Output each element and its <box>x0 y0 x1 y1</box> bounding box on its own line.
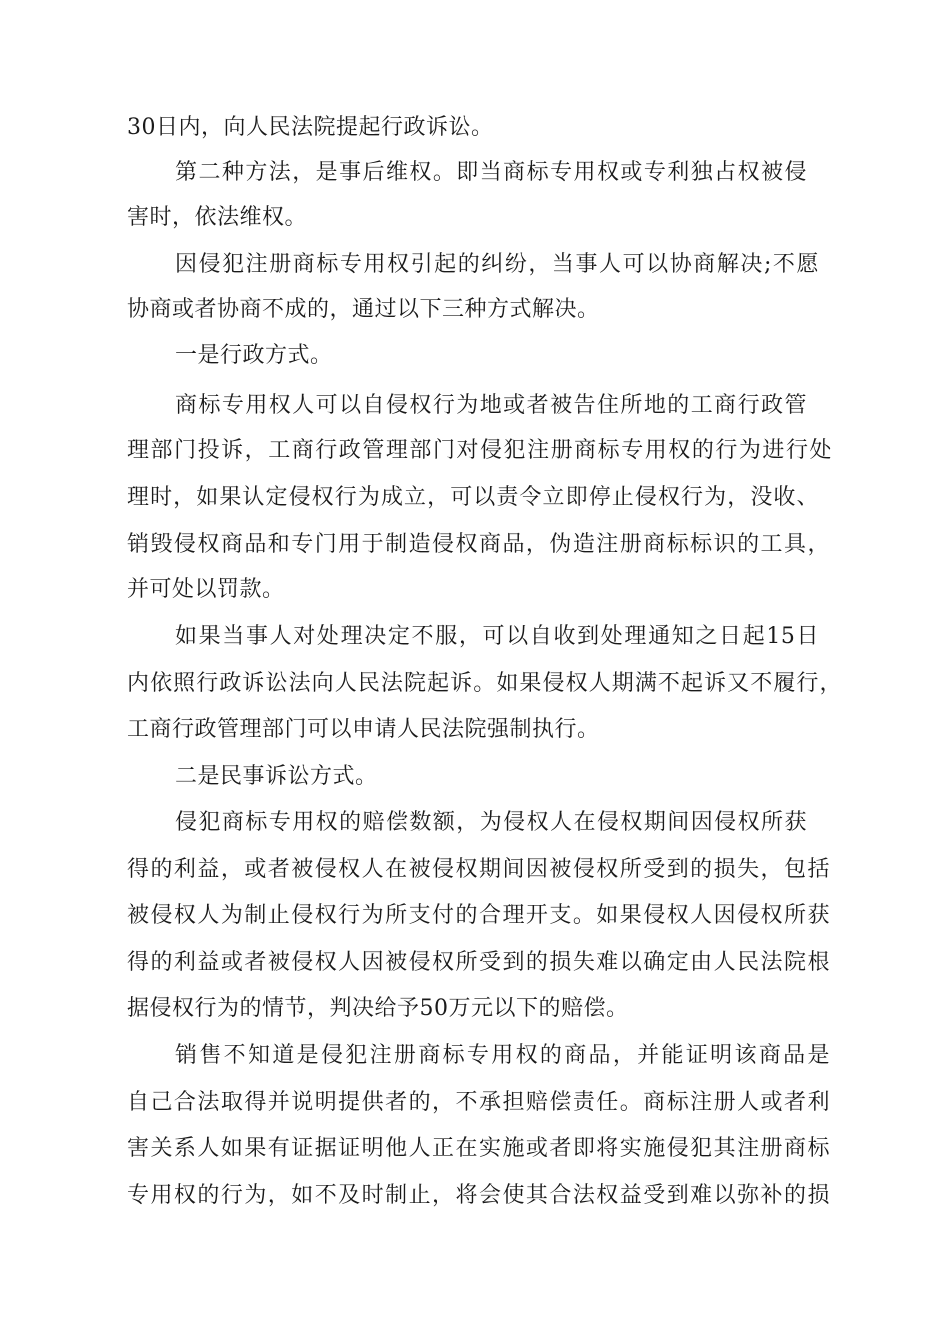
paragraph-first-line: 第二种方法，是事后维权。即当商标专用权或专利独占权被侵 <box>175 160 807 185</box>
text-line: 专用权的行为，如不及时制止，将会使其合法权益受到难以弥补的损 <box>127 1183 830 1208</box>
paragraph-first-line: 二是民事诉讼方式。 <box>175 764 378 789</box>
text-line: 据侵权行为的情节，判决给予50万元以下的赔偿。 <box>127 996 629 1021</box>
text-line: 得的利益或者被侵权人因被侵权所受到的损失难以确定由人民法院根 <box>127 950 830 975</box>
text-line: 并可处以罚款。 <box>127 577 285 602</box>
text-line: 被侵权人为制止侵权行为所支付的合理开支。如果侵权人因侵权所获 <box>127 903 830 928</box>
paragraph-first-line: 因侵犯注册商标专用权引起的纠纷，当事人可以协商解决;不愿 <box>175 252 819 277</box>
text-line: 理时，如果认定侵权行为成立，可以责令立即停止侵权行为，没收、 <box>127 485 819 510</box>
paragraph-first-line: 商标专用权人可以自侵权行为地或者被告住所地的工商行政管 <box>175 393 807 418</box>
text-line: 自己合法取得并说明提供者的，不承担赔偿责任。商标注册人或者利 <box>127 1090 830 1115</box>
text-line: 销毁侵权商品和专门用于制造侵权商品，伪造注册商标标识的工具， <box>127 532 830 557</box>
paragraph-first-line: 如果当事人对处理决定不服，可以自收到处理通知之日起15日 <box>175 624 819 649</box>
text-line: 理部门投诉，工商行政管理部门对侵犯注册商标专用权的行为进行处 <box>127 438 832 463</box>
paragraph-first-line: 侵犯商标专用权的赔偿数额，为侵权人在侵权期间因侵权所获 <box>175 810 807 835</box>
text-line: 害时，依法维权。 <box>127 205 308 230</box>
text-line: 害关系人如果有证据证明他人正在实施或者即将实施侵犯其注册商标 <box>127 1136 830 1161</box>
text-line: 工商行政管理部门可以申请人民法院强制执行。 <box>127 717 600 742</box>
paragraph-first-line: 一是行政方式。 <box>175 343 333 368</box>
text-line: 协商或者协商不成的，通过以下三种方式解决。 <box>127 297 600 322</box>
text-line: 得的利益，或者被侵权人在被侵权期间因被侵权所受到的损失，包括 <box>127 857 830 882</box>
paragraph-first-line: 销售不知道是侵犯注册商标专用权的商品，并能证明该商品是 <box>175 1043 830 1068</box>
text-line: 30日内，向人民法院提起行政诉讼。 <box>127 115 494 140</box>
text-line: 内依照行政诉讼法向人民法院起诉。如果侵权人期满不起诉又不履行， <box>127 671 842 696</box>
